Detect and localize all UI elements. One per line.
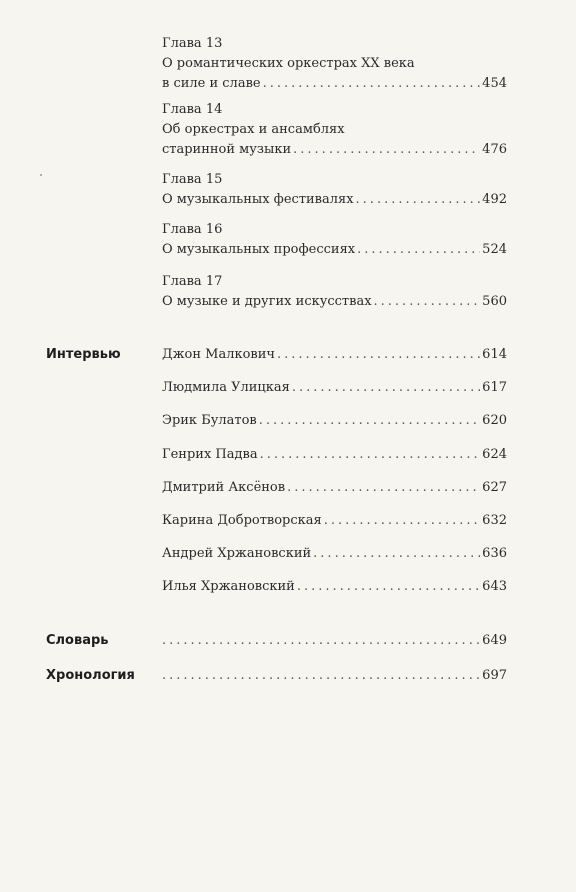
- dot-leader: [356, 190, 481, 210]
- dot-leader: [259, 411, 480, 431]
- page-number: 649: [482, 633, 507, 648]
- page-number: 620: [482, 413, 507, 428]
- interview-entry: [162, 511, 507, 531]
- chapter-title-text: О музыкальных фестивалях: [162, 192, 354, 207]
- interviewee-name: Генрих Падва: [162, 447, 258, 462]
- interviewee-name: Илья Хржановский: [162, 579, 295, 594]
- interviewee-name: Джон Малкович: [162, 347, 276, 362]
- page-number: 492: [482, 192, 507, 207]
- chapter-title-last-line: [162, 240, 507, 260]
- interview-entry: [162, 411, 507, 431]
- page-number: 454: [482, 76, 507, 91]
- dot-leader: [292, 378, 480, 398]
- interviews-heading: Интервью: [46, 347, 121, 362]
- page-number: 560: [482, 294, 507, 309]
- interview-entry: [162, 378, 507, 398]
- page-number: 614: [482, 347, 507, 362]
- chapter-title-last-line: [162, 292, 507, 312]
- interviewee-name: Дмитрий Аксёнов: [162, 480, 286, 495]
- glossary-heading: Словарь: [46, 633, 109, 648]
- page-number: 636: [482, 546, 507, 561]
- dot-leader: [162, 666, 480, 686]
- chapter-title-text: в силе и славе: [162, 76, 261, 91]
- page-number: 476: [482, 142, 507, 157]
- chapter-label: Глава 15: [162, 172, 223, 187]
- page-number: 643: [482, 579, 507, 594]
- page-number: 624: [482, 447, 507, 462]
- chronology-entry: [162, 666, 507, 686]
- dot-leader: [313, 544, 480, 564]
- chapter-title-last-line: [162, 74, 507, 94]
- dot-leader: [260, 445, 481, 465]
- toc-entry-chapter-14: [162, 100, 507, 160]
- interview-entry: [162, 345, 507, 365]
- chapter-title-text: старинной музыки: [162, 142, 292, 157]
- chapter-label: Глава 14: [162, 102, 223, 117]
- interviewee-name: Эрик Булатов: [162, 413, 257, 428]
- chapter-title-text: О музыке и других искусствах: [162, 294, 372, 309]
- toc-entry-chapter-15: [162, 170, 507, 210]
- toc-entry-chapter-13: [162, 34, 507, 94]
- interviewee-name: Андрей Хржановский: [162, 546, 312, 561]
- page-number: 627: [482, 480, 507, 495]
- interviewee-name: Карина Добротворская: [162, 513, 322, 528]
- chronology-heading: Хронология: [46, 668, 135, 683]
- chapter-title-last-line: [162, 190, 507, 210]
- paper-speck: [40, 174, 42, 176]
- dot-leader: [277, 345, 480, 365]
- dot-leader: [162, 631, 480, 651]
- chapter-label: Глава 13: [162, 36, 223, 51]
- page-number: 617: [482, 380, 507, 395]
- chapter-label: Глава 16: [162, 222, 223, 237]
- chapter-label: Глава 17: [162, 274, 223, 289]
- dot-leader: [357, 240, 480, 260]
- page-number: 632: [482, 513, 507, 528]
- interview-entry: [162, 577, 507, 597]
- interview-entry: [162, 478, 507, 498]
- page-number: 524: [482, 242, 507, 257]
- page-number: 697: [482, 668, 507, 683]
- dot-leader: [374, 292, 481, 312]
- dot-leader: [297, 577, 480, 597]
- dot-leader: [293, 140, 480, 160]
- interview-entry: [162, 544, 507, 564]
- chapter-title-last-line: [162, 140, 507, 160]
- interviewee-name: Людмила Улицкая: [162, 380, 290, 395]
- toc-entry-chapter-17: [162, 272, 507, 312]
- glossary-entry: [162, 631, 507, 651]
- dot-leader: [287, 478, 480, 498]
- interview-entry: [162, 445, 507, 465]
- dot-leader: [324, 511, 480, 531]
- toc-entry-chapter-16: [162, 220, 507, 260]
- chapter-title-line: О романтических оркестрах XX века: [162, 56, 415, 71]
- dot-leader: [263, 74, 481, 94]
- chapter-title-text: О музыкальных профессиях: [162, 242, 356, 257]
- chapter-title-line: Об оркестрах и ансамблях: [162, 122, 345, 137]
